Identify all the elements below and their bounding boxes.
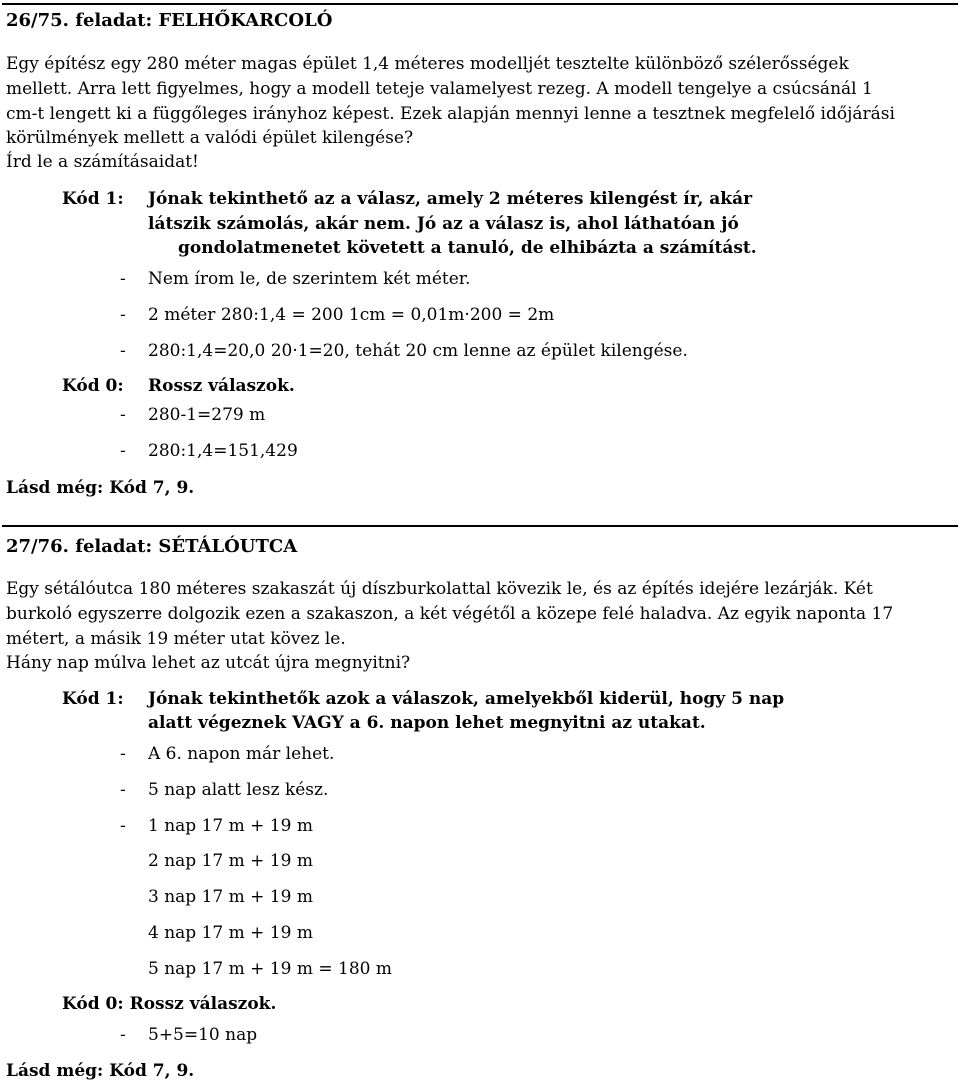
bullet: -: [120, 341, 126, 361]
task1-question-line: Írd le a számításaidat!: [6, 152, 199, 172]
bullet: -: [120, 405, 126, 425]
task2-code1-desc: Jónak tekinthetők azok a válaszok, amelyekből kiderül, hogy 5 nap: [148, 689, 785, 709]
task2-code1-continued: 5 nap 17 m + 19 m = 180 m: [148, 959, 392, 979]
task2-question-line: burkoló egyszerre dolgozik ezen a szakaszon, a két végétől a közepe felé haladva. Az egyik naponta 17: [6, 604, 894, 624]
task2-code1-continued: 2 nap 17 m + 19 m: [148, 851, 313, 871]
task1-code0-label: Kód 0:: [62, 376, 124, 396]
task2-code1-desc: alatt végeznek VAGY a 6. napon lehet megnyitni az utakat.: [148, 713, 706, 733]
task1-title: 26/75. feladat: FELHŐKARCOLÓ: [6, 10, 333, 31]
bullet: -: [120, 305, 126, 325]
task2-code1-continued: 3 nap 17 m + 19 m: [148, 887, 313, 907]
task1-question-line: cm-t lengett ki a függőleges irányhoz képest. Ezek alapján mennyi lenne a tesztnek megfelelő időjárási: [6, 104, 895, 124]
task2-code0-label: Kód 0: Rossz válaszok.: [62, 994, 277, 1014]
task1-question-line: mellett. Arra lett figyelmes, hogy a modell teteje valamelyest rezeg. A modell tengelye a csúcsánál 1: [6, 79, 873, 99]
bullet: -: [120, 441, 126, 461]
task2-question-line: Egy sétálóutca 180 méteres szakaszát új díszburkolattal kövezik le, és az építés idejére lezárják. Két: [6, 579, 873, 599]
task2-question-line: Hány nap múlva lehet az utcát újra megnyitni?: [6, 653, 411, 673]
task1-code1-example: Nem írom le, de szerintem két méter.: [148, 269, 471, 289]
bullet: -: [120, 744, 126, 764]
task2-code1-example: A 6. napon már lehet.: [148, 744, 335, 764]
task1-code1-example: 2 méter 280:1,4 = 200 1cm = 0,01m·200 = 2m: [148, 305, 555, 325]
task1-code1-label: Kód 1:: [62, 189, 124, 209]
task1-code1-desc: látszik számolás, akár nem. Jó az a válasz is, ahol láthatóan jó: [148, 214, 739, 234]
task1-code0-example: 280:1,4=151,429: [148, 441, 298, 461]
task1-question-line: körülmények mellett a valódi épület kilengése?: [6, 128, 414, 148]
task2-code0-example: 5+5=10 nap: [148, 1025, 258, 1045]
bullet: -: [120, 780, 126, 800]
task1-see-also: Lásd még: Kód 7, 9.: [6, 478, 195, 498]
task1-code0-example: 280-1=279 m: [148, 405, 266, 425]
task1-code1-desc: gondolatmenetet követett a tanuló, de elhibázta a számítást.: [178, 238, 757, 258]
task2-title: 27/76. feladat: SÉTÁLÓUTCA: [6, 536, 298, 557]
top-rule: [2, 3, 958, 5]
task1-code1-desc: Jónak tekinthető az a válasz, amely 2 méteres kilengést ír, akár: [148, 189, 753, 209]
task2-code1-example: 1 nap 17 m + 19 m: [148, 816, 313, 836]
section-rule: [2, 525, 958, 527]
task2-code1-continued: 4 nap 17 m + 19 m: [148, 923, 313, 943]
task1-code0-desc: Rossz válaszok.: [148, 376, 295, 396]
task2-question-line: métert, a másik 19 méter utat kövez le.: [6, 629, 346, 649]
bullet: -: [120, 1025, 126, 1045]
task1-code1-example: 280:1,4=20,0 20·1=20, tehát 20 cm lenne az épület kilengése.: [148, 341, 688, 361]
bullet: -: [120, 816, 126, 836]
task1-question-line: Egy építész egy 280 méter magas épület 1,4 méteres modelljét tesztelte különböző szélerősségek: [6, 54, 849, 74]
task2-see-also: Lásd még: Kód 7, 9.: [6, 1061, 195, 1081]
task2-code1-label: Kód 1:: [62, 689, 124, 709]
task2-code1-example: 5 nap alatt lesz kész.: [148, 780, 329, 800]
bullet: -: [120, 269, 126, 289]
